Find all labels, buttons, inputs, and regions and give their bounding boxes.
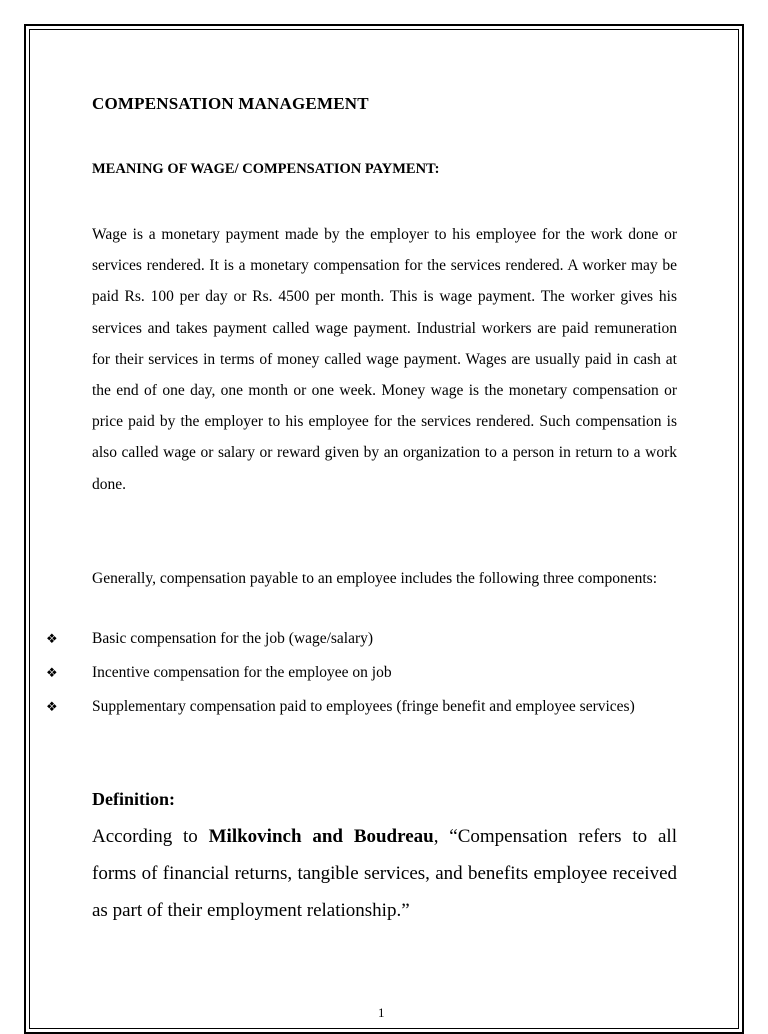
bullet-diamond-icon: ❖ — [46, 631, 58, 646]
paragraph-components-intro: Generally, compensation payable to an employee includes the following three components: — [92, 570, 658, 587]
definition-paragraph — [92, 818, 677, 929]
list-item — [46, 622, 677, 655]
list-item — [46, 690, 677, 723]
document-title: COMPENSATION MANAGEMENT — [92, 94, 369, 113]
definition-quote: , “Compensation refers to all forms of financial returns, tangible services, and benefits employee received as part of their employment relationship.” — [92, 826, 677, 921]
list-item-text: Supplementary compensation paid to employees (fringe benefit and employee services) — [92, 698, 635, 715]
paragraph-wage-meaning: Wage is a monetary payment made by the employer to his employee for the work done or services rendered. It is a monetary compensation for the services rendered. A worker may be paid Rs. 100 per day or Rs. 4500 per month. This is wage payment. The worker gives his services and takes payment called wage payment. Industrial workers are paid remuneration for their services in terms of money called wage payment. Wages are usually paid in cash at the end of one day, one month or one week. Money wage is the monetary compensation or price paid by the employer to his employee for the services rendered. Such compensation is also called wage or salary or reward given by an organization to a person in return to a work done. — [92, 226, 677, 493]
section-subtitle: MEANING OF WAGE/ COMPENSATION PAYMENT: — [92, 161, 440, 177]
definition-heading: Definition: — [92, 789, 175, 809]
page-number: 1 — [378, 1005, 385, 1020]
definition-intro: According to — [92, 826, 209, 847]
bullet-diamond-icon: ❖ — [46, 699, 58, 714]
list-item-text: Basic compensation for the job (wage/salary) — [92, 630, 374, 647]
list-item-text: Incentive compensation for the employee on job — [92, 664, 392, 681]
list-item — [46, 656, 677, 689]
bullet-diamond-icon: ❖ — [46, 665, 58, 680]
definition-authors: Milkovinch and Boudreau — [208, 826, 434, 847]
